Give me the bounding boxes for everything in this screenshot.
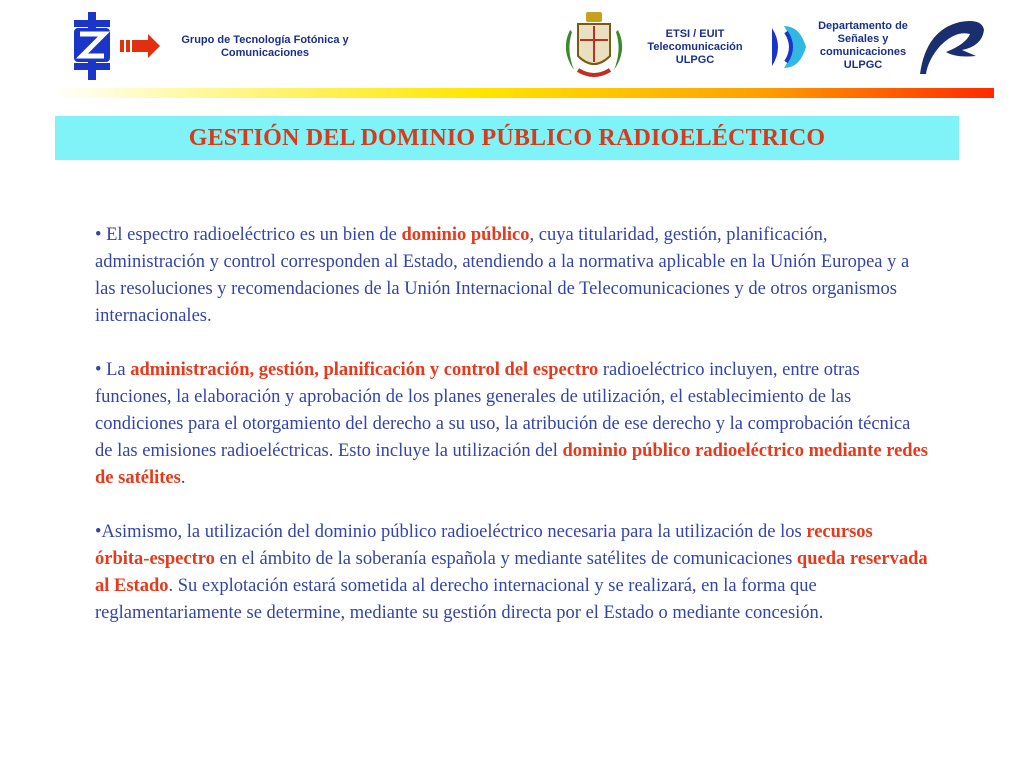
highlight: dominio público [401, 225, 530, 245]
text: •Asimismo, la utilización del dominio público radioeléctrico necesaria para la utilización de los [95, 522, 807, 542]
text: • La [95, 360, 131, 380]
coat-of-arms-icon [556, 10, 632, 82]
group-name: Grupo de Tecnología Fotónica y Comunicaciones [181, 34, 349, 59]
body-text [95, 222, 930, 654]
text: . Su explotación estará sometida al derecho internacional y se realizará, en la forma que reglamentariamente se determine, mediante su gestión directa por el Estado o mediante concesión. [95, 576, 824, 623]
highlight: dominio público radioeléctrico mediante redes de satélites [95, 441, 928, 488]
paragraph-3 [95, 519, 930, 627]
title-banner [55, 116, 959, 160]
text: radioeléctrico incluyen, entre otras funciones, la elaboración y aprobación de los planes generales de utilización, el establecimiento de las condiciones para el otorgamiento del derecho a su uso, la atribución de ese derecho y la comprobación técnica de las emisiones radioeléctricas. Esto incluye la utilización del [95, 360, 911, 461]
paragraph-2 [95, 357, 930, 492]
text: , cuya titularidad, gestión, planificación, administración y control corresponden al Estado, atendiendo a la normativa aplicable en la Unión Europea y a las resoluciones y recomendaciones de la Unión Internacional de Telecomunicaciones y de otros organismos internacionales. [95, 225, 910, 326]
ulpgc-logo-icon [916, 16, 988, 78]
highlight: administración, gestión, planificación y control del espectro [130, 360, 599, 380]
school-name: ETSI / EUIT Telecomunicación ULPGC [647, 28, 743, 66]
header-divider-bar [52, 88, 994, 98]
highlight: recursos órbita-espectro [95, 522, 873, 569]
paragraph-1 [95, 222, 930, 330]
text: en el ámbito de la soberanía española y mediante satélites de comunicaciones [214, 549, 797, 569]
page-title: GESTIÓN DEL DOMINIO PÚBLICO RADIOELÉCTRICO [188, 124, 826, 151]
department-logo-icon [770, 24, 810, 70]
group-logo-icon [60, 10, 170, 82]
department-name: Departamento de Señales y comunicaciones ULPGC [818, 20, 908, 71]
highlight: queda reservada al Estado [95, 549, 928, 596]
text: • El espectro radioeléctrico es un bien de [95, 225, 402, 245]
text: . [180, 468, 186, 488]
